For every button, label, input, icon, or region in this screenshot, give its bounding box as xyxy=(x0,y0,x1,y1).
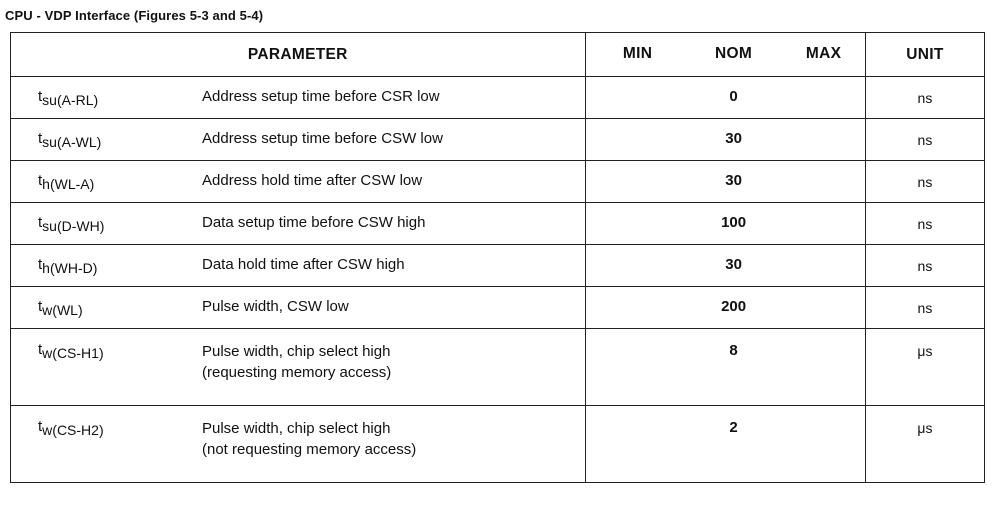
symbol-subscript: h(WL-A) xyxy=(42,175,95,192)
values-cell xyxy=(585,329,865,406)
parameter-description xyxy=(202,295,349,316)
values-cell xyxy=(585,77,865,119)
parameter-description xyxy=(202,85,440,106)
values-cell xyxy=(585,203,865,245)
parameter-symbol xyxy=(38,341,104,361)
nom-value: 0 xyxy=(729,87,738,105)
parameter-symbol xyxy=(38,213,105,234)
table-row xyxy=(11,203,985,245)
table-row xyxy=(11,161,985,203)
symbol-subscript: su(D-WH) xyxy=(42,217,105,234)
parameter-cell xyxy=(11,245,586,287)
parameter-description xyxy=(202,211,425,232)
parameter-symbol xyxy=(38,297,83,318)
symbol-subscript: h(WH-D) xyxy=(42,259,98,276)
symbol-subscript: su(A-RL) xyxy=(42,91,99,108)
header-unit: UNIT xyxy=(865,33,984,77)
header-row xyxy=(11,33,985,77)
nom-value: 30 xyxy=(725,255,742,273)
nom-value: 100 xyxy=(721,213,747,231)
unit-cell: μs xyxy=(865,329,984,406)
parameter-cell xyxy=(11,119,586,161)
parameter-symbol xyxy=(38,418,104,438)
parameter-symbol xyxy=(38,255,98,276)
parameter-description xyxy=(202,253,405,274)
parameter-cell xyxy=(11,287,586,329)
parameter-symbol xyxy=(38,129,102,150)
header-parameter: PARAMETER xyxy=(11,33,586,77)
parameter-cell xyxy=(11,77,586,119)
symbol-base: t xyxy=(38,171,43,189)
symbol-subscript: su(A-WL) xyxy=(42,133,102,150)
parameter-symbol xyxy=(38,171,95,192)
table-row xyxy=(11,119,985,161)
header-max: MAX xyxy=(805,45,842,62)
values-cell xyxy=(585,245,865,287)
unit-cell: ns xyxy=(865,161,984,203)
description-line-2: (requesting memory access) xyxy=(202,364,392,381)
symbol-base: t xyxy=(38,213,43,231)
parameter-cell xyxy=(11,161,586,203)
unit-cell: ns xyxy=(865,245,984,287)
description-line-1: Data hold time after CSW high xyxy=(202,255,405,273)
symbol-base: t xyxy=(38,87,43,105)
description-line-1: Pulse width, CSW low xyxy=(202,297,349,315)
symbol-base: t xyxy=(38,297,43,315)
nom-value: 200 xyxy=(721,297,747,315)
table-row xyxy=(11,245,985,287)
parameter-description xyxy=(202,418,416,460)
description-line-1: Pulse width, chip select high xyxy=(202,343,391,360)
table-row xyxy=(11,77,985,119)
parameter-symbol xyxy=(38,87,99,108)
values-cell xyxy=(585,406,865,483)
symbol-base: t xyxy=(38,418,43,435)
values-cell xyxy=(585,287,865,329)
header-min: MIN xyxy=(622,45,653,62)
symbol-base: t xyxy=(38,341,43,358)
parameter-cell xyxy=(11,329,586,406)
parameter-cell xyxy=(11,406,586,483)
unit-cell: ns xyxy=(865,203,984,245)
description-line-1: Address setup time before CSW low xyxy=(202,129,443,147)
parameter-description xyxy=(202,169,422,190)
nom-value: 30 xyxy=(725,129,742,147)
document-title: CPU - VDP Interface (Figures 5-3 and 5-4) xyxy=(5,8,264,23)
unit-cell: ns xyxy=(865,119,984,161)
table-row xyxy=(11,287,985,329)
unit-cell: μs xyxy=(865,406,984,483)
unit-cell: ns xyxy=(865,77,984,119)
symbol-subscript: w(CS-H1) xyxy=(42,345,104,361)
description-line-1: Data setup time before CSW high xyxy=(202,213,426,231)
parameter-cell xyxy=(11,203,586,245)
parameter-description xyxy=(202,341,391,383)
description-line-1: Address hold time after CSW low xyxy=(202,171,423,189)
description-line-1: Address setup time before CSR low xyxy=(202,87,440,105)
nom-value: 2 xyxy=(729,419,738,436)
symbol-subscript: w(WL) xyxy=(42,301,83,318)
description-line-2: (not requesting memory access) xyxy=(202,441,417,458)
timing-table xyxy=(10,32,985,483)
values-cell xyxy=(585,161,865,203)
symbol-subscript: w(CS-H2) xyxy=(42,422,104,438)
unit-cell: ns xyxy=(865,287,984,329)
nom-value: 30 xyxy=(725,171,742,189)
nom-value: 8 xyxy=(729,342,738,359)
values-cell xyxy=(585,119,865,161)
header-values xyxy=(585,33,865,77)
table-row xyxy=(11,406,985,483)
header-nom: NOM xyxy=(715,45,753,62)
parameter-description xyxy=(202,127,443,148)
description-line-1: Pulse width, chip select high xyxy=(202,420,391,437)
symbol-base: t xyxy=(38,129,43,147)
table-row xyxy=(11,329,985,406)
symbol-base: t xyxy=(38,255,43,273)
